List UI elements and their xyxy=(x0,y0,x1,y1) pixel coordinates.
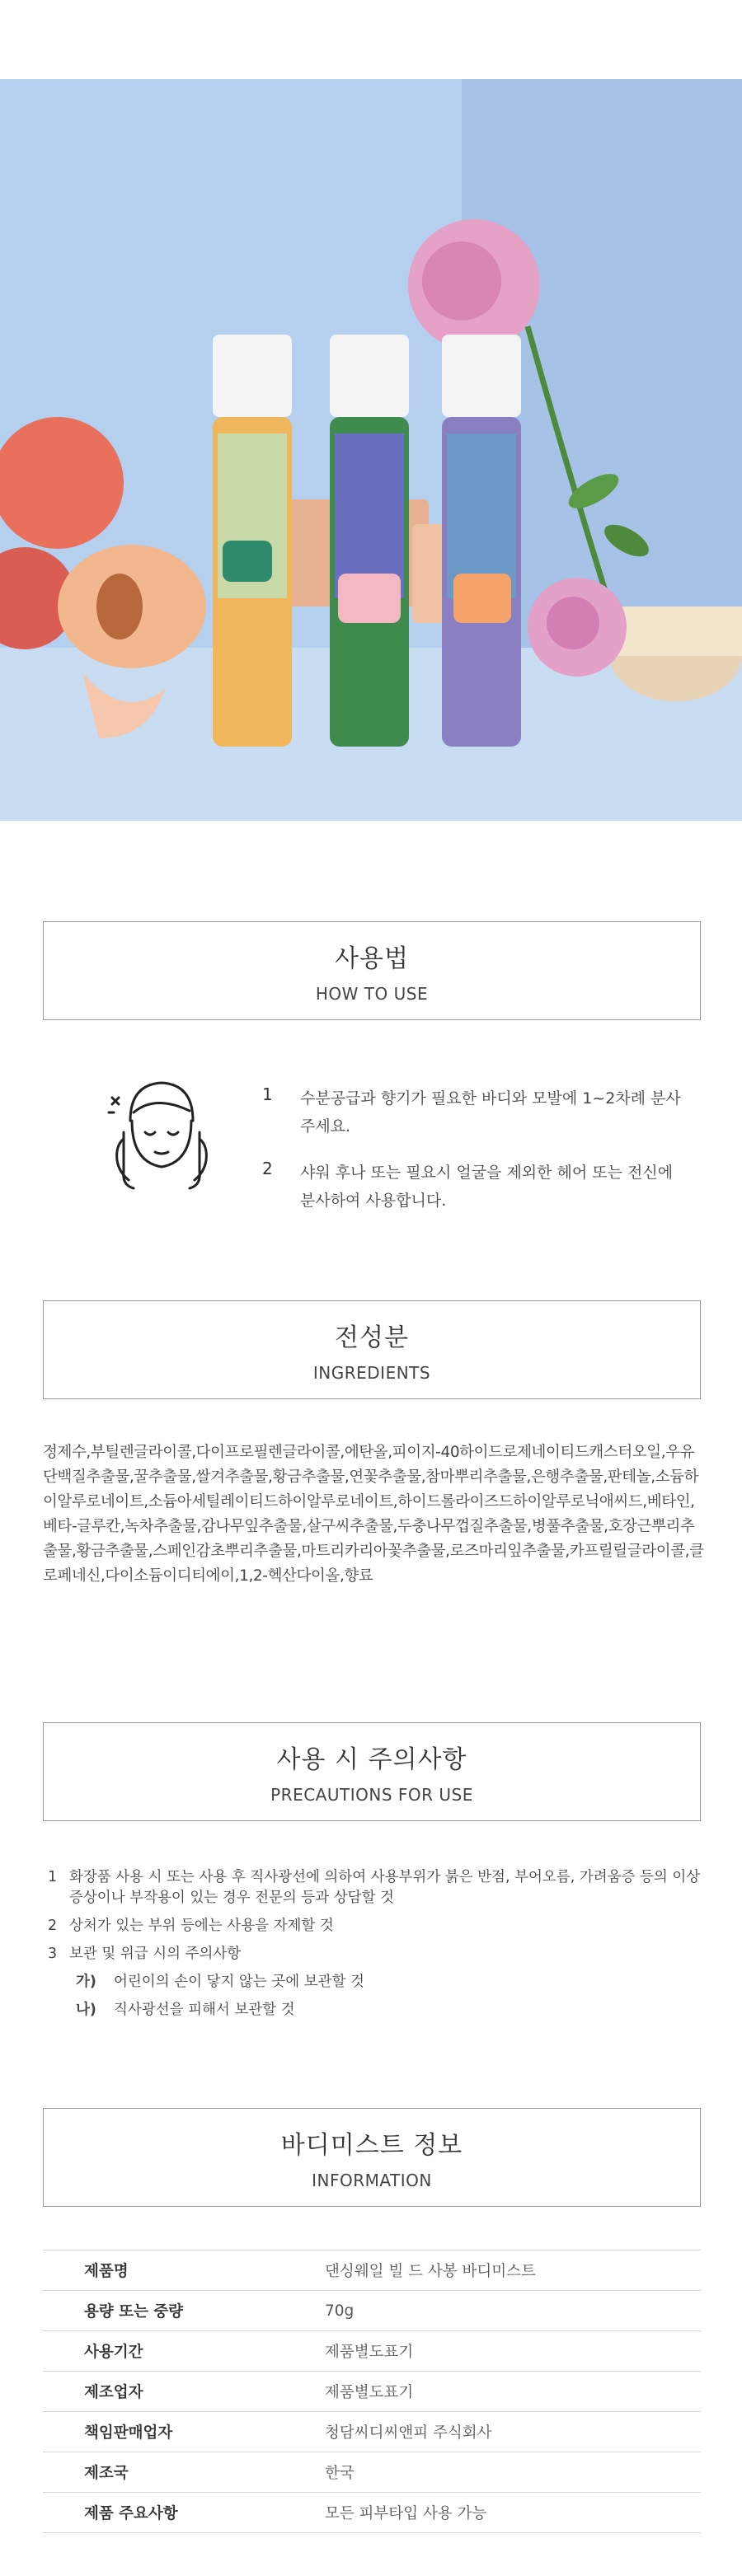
precaution-item xyxy=(48,1867,707,1909)
rose-flower-center xyxy=(547,597,599,649)
precaution-subitem xyxy=(48,1972,707,1993)
precautions-title: 사용 시 주의사항 xyxy=(276,1745,467,1774)
precaution-text: 상처가 있는 부위 등에는 사용을 자제할 것 xyxy=(69,1918,334,1934)
table-row xyxy=(43,2331,701,2372)
precaution-item xyxy=(48,1916,707,1937)
round-soap-top xyxy=(610,607,742,656)
table-row xyxy=(43,2291,701,2331)
precautions-header xyxy=(43,1722,701,1821)
info-key: 제조국 xyxy=(43,2452,325,2493)
bottle-orange xyxy=(213,335,292,747)
table-row xyxy=(43,2452,701,2493)
precautions-subtitle: PRECAUTIONS FOR USE xyxy=(270,1785,473,1805)
precautions-list xyxy=(48,1867,707,2028)
table-row xyxy=(43,2493,701,2533)
info-value: 청담씨디씨앤피 주식회사 xyxy=(325,2412,701,2452)
precaution-subitem-label: 나) xyxy=(76,2002,96,2018)
info-table xyxy=(43,2250,701,2533)
howto-step xyxy=(262,1159,691,1215)
howto-title: 사용법 xyxy=(335,944,409,973)
precaution-subitem-text: 어린이의 손이 닿지 않는 곳에 보관할 것 xyxy=(114,1974,364,1990)
howto-step-text: 샤워 후나 또는 필요시 얼굴을 제외한 헤어 또는 전신에 분사하여 사용합니다. xyxy=(300,1164,674,1210)
precaution-subitem xyxy=(48,2000,707,2021)
howto-header xyxy=(43,921,701,1020)
precaution-text: 보관 및 위급 시의 주의사항 xyxy=(69,1946,242,1962)
ingredients-subtitle: INGREDIENTS xyxy=(312,1363,431,1383)
bottle-purple xyxy=(442,335,521,747)
info-value: 댄싱웨일 빌 드 사봉 바디미스트 xyxy=(325,2250,701,2291)
precaution-subitem-label: 가) xyxy=(76,1974,96,1990)
ingredients-text: 정제수,부틸렌글라이콜,다이프로필렌글라이콜,에탄올,피이지-40하이드로제네이티드캐스터오일,우유단백질추출물,꿀추출물,쌀겨추출물,황금추출물,연꽃추출물,참마뿌리추출물,은행추출물,판테놀,소듐하이알루로네이트,소듐아세틸레이티드하이알루로네이트,하이드롤라이즈드하이알루로닉애씨드,베타인,베타-글루칸,녹차추출물,감나무잎추출물,살구씨추출물,두충나무껍질추출물,병풀추출물,호장근뿌리추출물,황금추출물,스페인감초뿌리추출물,마트리카리아꽃추출물,로즈마리잎추출물,카프릴릴글라이콜,클로페네신,다이소듐이디티에이,1,2-헥산다이올,향료 xyxy=(43,1444,704,1585)
precaution-item xyxy=(48,1944,707,1965)
precaution-text: 화장품 사용 시 또는 사용 후 직사광선에 의하여 사용부위가 붉은 반점, 부어오름, 가려움증 등의 이상 증상이나 부작용이 있는 경우 전문의 등과 상담할 것 xyxy=(69,1869,701,1906)
info-header xyxy=(43,2108,701,2207)
table-row xyxy=(43,2250,701,2291)
info-value: 제품별도표기 xyxy=(325,2372,701,2412)
bottle-green xyxy=(330,335,409,747)
precaution-number: 2 xyxy=(48,1918,58,1934)
howto-list xyxy=(262,1084,691,1233)
howto-step-number: 1 xyxy=(262,1084,273,1104)
info-subtitle: INFORMATION xyxy=(312,2171,432,2190)
info-key: 제품명 xyxy=(43,2250,325,2291)
ingredients-title: 전성분 xyxy=(335,1323,409,1352)
precaution-subitem-text: 직사광선을 피해서 보관할 것 xyxy=(114,2002,295,2018)
precaution-number: 1 xyxy=(48,1869,58,1885)
info-value: 한국 xyxy=(325,2452,701,2493)
table-row xyxy=(43,2372,701,2412)
ingredients-header xyxy=(43,1300,701,1399)
info-value: 70g xyxy=(325,2291,701,2331)
howto-step-text: 수분공급과 향기가 필요한 바디와 모발에 1~2차례 분사 주세요. xyxy=(300,1089,681,1136)
info-key: 제품 주요사항 xyxy=(43,2493,325,2533)
info-title: 바디미스트 정보 xyxy=(280,2131,463,2160)
product-illustration xyxy=(0,79,742,821)
info-value: 제품별도표기 xyxy=(325,2331,701,2372)
info-key: 용량 또는 중량 xyxy=(43,2291,325,2331)
info-key: 책임판매업자 xyxy=(43,2412,325,2452)
info-value: 모든 피부타입 사용 가능 xyxy=(325,2493,701,2533)
table-row xyxy=(43,2412,701,2452)
face-massage-icon xyxy=(97,1070,221,1193)
precaution-number: 3 xyxy=(48,1946,58,1962)
info-key: 제조업자 xyxy=(43,2372,325,2412)
rose-flower-center xyxy=(422,241,501,321)
product-photo xyxy=(0,79,742,821)
howto-subtitle: HOW TO USE xyxy=(315,984,429,1004)
howto-step xyxy=(262,1084,691,1140)
info-key: 사용기간 xyxy=(43,2331,325,2372)
howto-step-number: 2 xyxy=(262,1159,273,1178)
peach-pit xyxy=(96,574,143,639)
